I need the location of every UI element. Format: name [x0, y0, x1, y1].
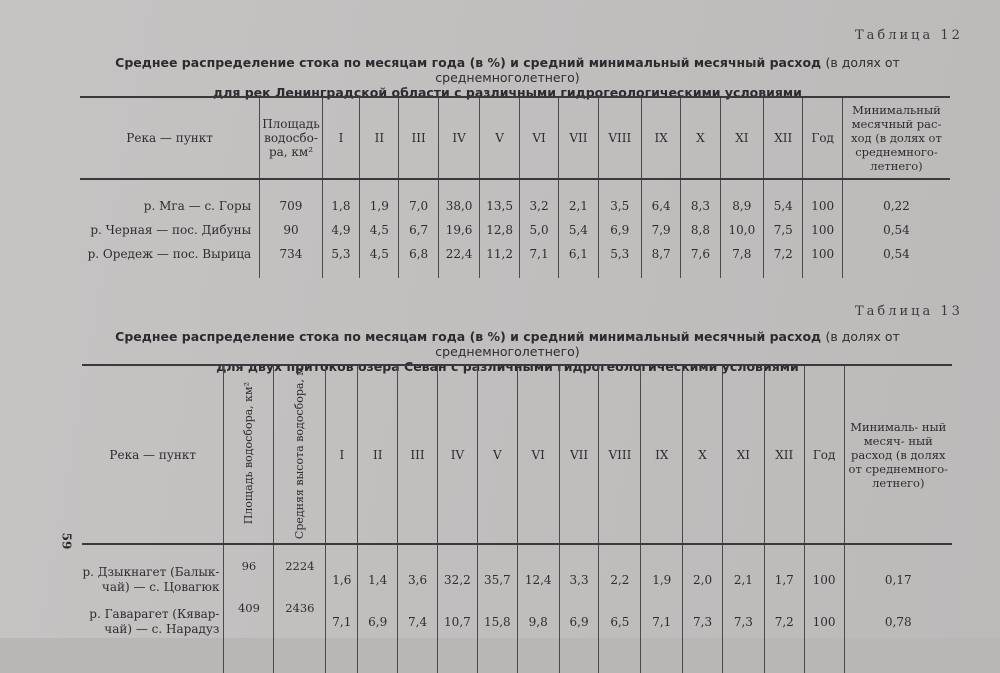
- month-cell: 7,3: [723, 601, 765, 643]
- table-row: [80, 218, 950, 242]
- min-cell: 0,17: [844, 559, 952, 601]
- month-cell: 4,5: [360, 218, 399, 242]
- month-cell: 1,6: [326, 559, 358, 601]
- month-cell: 7,9: [641, 218, 680, 242]
- month-cell: 7,4: [398, 601, 438, 643]
- t12-head-m6: VI: [519, 97, 558, 179]
- month-cell: 35,7: [477, 559, 517, 601]
- month-cell: 7,8: [720, 242, 763, 266]
- t13-head-m9: IX: [641, 365, 683, 544]
- t12-head-m2: II: [360, 97, 399, 179]
- month-cell: 2,2: [599, 559, 641, 601]
- t13-head-m4: IV: [437, 365, 477, 544]
- table12-title-plain: (в долях от среднемноголетнего): [435, 55, 900, 85]
- table13-title-line2: для двух притоков озера Севан с различными гидрогеологическими условиями: [216, 359, 799, 374]
- month-cell: 6,4: [641, 194, 680, 218]
- month-cell: 5,4: [764, 194, 803, 218]
- t13-head-min: Минималь- ный месяч- ный расход (в долях от среднемного- летнего): [844, 365, 952, 544]
- month-cell: 2,1: [559, 194, 598, 218]
- month-cell: 1,9: [641, 559, 683, 601]
- month-cell: 1,9: [360, 194, 399, 218]
- t13-head-height-text: Средняя высота водосбора, м: [292, 367, 306, 540]
- t12-head-year: Год: [803, 97, 843, 179]
- month-cell: 6,7: [399, 218, 438, 242]
- t13-head-m8: VIII: [599, 365, 641, 544]
- t12-head-m1: I: [322, 97, 359, 179]
- t13-head-m2: II: [358, 365, 398, 544]
- t12-head-river: Река — пункт: [126, 131, 213, 145]
- month-cell: 7,0: [399, 194, 438, 218]
- t13-head-m11: XI: [723, 365, 765, 544]
- month-cell: 11,2: [480, 242, 520, 266]
- t12-head-m11: XI: [720, 97, 763, 179]
- table-row: [82, 559, 952, 601]
- t13-head-m10: X: [683, 365, 723, 544]
- table13-header-row: [82, 365, 952, 544]
- river-cell: р. Мга — с. Горы: [143, 199, 252, 213]
- area-cell: 709: [260, 194, 323, 218]
- table13-title-plain: (в долях от среднемноголетнего): [435, 329, 900, 359]
- area-cell: 90: [260, 218, 323, 242]
- month-cell: 6,9: [559, 601, 599, 643]
- area-cell: 734: [260, 242, 323, 266]
- month-cell: 8,7: [641, 242, 680, 266]
- river-line2: чай) — с. Нарадуз: [104, 622, 220, 637]
- t13-head-height: [274, 365, 326, 544]
- month-cell: 7,6: [681, 242, 720, 266]
- table12-title-bold: Среднее распределение стока по месяцам года (в %) и средний минимальный месячный расход: [115, 55, 822, 70]
- table12: [80, 96, 950, 278]
- month-cell: 7,2: [764, 242, 803, 266]
- month-cell: 7,3: [683, 601, 723, 643]
- t13-head-m1: I: [326, 365, 358, 544]
- table-row: [80, 194, 950, 218]
- min-cell: 0,54: [842, 218, 950, 242]
- month-cell: 10,7: [437, 601, 477, 643]
- height-cell: 2436: [274, 601, 326, 643]
- month-cell: 19,6: [438, 218, 480, 242]
- t12-head-m10: X: [681, 97, 720, 179]
- month-cell: 1,8: [322, 194, 359, 218]
- month-cell: 12,8: [480, 218, 520, 242]
- year-cell: 100: [804, 601, 844, 643]
- t13-head-m3: III: [398, 365, 438, 544]
- table12-label: Таблица 12: [855, 28, 963, 43]
- month-cell: 5,3: [322, 242, 359, 266]
- month-cell: 1,4: [358, 559, 398, 601]
- height-cell: 2224: [274, 559, 326, 601]
- t12-head-min: Минимальный месячный рас- ход (в долях от среднемного- летнего): [842, 97, 950, 179]
- table13-title-bold: Среднее распределение стока по месяцам года (в %) и средний минимальный месячный расход: [115, 329, 822, 344]
- river-line1: р. Гаварагет (Кявар-: [89, 607, 220, 622]
- table12-header-row: [80, 97, 950, 179]
- t12-head-m5: V: [480, 97, 520, 179]
- table-row: [80, 242, 950, 266]
- month-cell: 32,2: [437, 559, 477, 601]
- min-cell: 0,54: [842, 242, 950, 266]
- month-cell: 5,4: [559, 218, 598, 242]
- table12-title: [60, 55, 955, 100]
- page-number: 59: [59, 532, 74, 550]
- month-cell: 5,3: [598, 242, 641, 266]
- t12-head-m12: XII: [764, 97, 803, 179]
- table13-label: Таблица 13: [855, 304, 963, 319]
- month-cell: 8,8: [681, 218, 720, 242]
- t12-head-area: Площадь водосбо- ра, км²: [260, 97, 323, 179]
- month-cell: 6,8: [399, 242, 438, 266]
- table12-title-line2: для рек Ленинградской области с различными гидрогеологическими условиями: [213, 85, 802, 100]
- river-cell: [82, 559, 224, 601]
- month-cell: 7,1: [641, 601, 683, 643]
- month-cell: 8,9: [720, 194, 763, 218]
- month-cell: 4,9: [322, 218, 359, 242]
- river-line1: р. Дзыкнагет (Балык-: [82, 565, 220, 580]
- month-cell: 1,7: [764, 559, 804, 601]
- table-row: [82, 601, 952, 643]
- month-cell: 38,0: [438, 194, 480, 218]
- river-cell: [82, 601, 224, 643]
- min-cell: 0,78: [844, 601, 952, 643]
- month-cell: 3,6: [398, 559, 438, 601]
- year-cell: 100: [803, 194, 843, 218]
- month-cell: 6,9: [598, 218, 641, 242]
- min-cell: 0,22: [842, 194, 950, 218]
- month-cell: 5,0: [519, 218, 558, 242]
- t12-head-m4: IV: [438, 97, 480, 179]
- month-cell: 3,5: [598, 194, 641, 218]
- year-cell: 100: [803, 242, 843, 266]
- month-cell: 12,4: [517, 559, 559, 601]
- month-cell: 7,1: [519, 242, 558, 266]
- t13-head-m6: VI: [517, 365, 559, 544]
- river-cell: р. Черная — пос. Дибуны: [90, 223, 252, 237]
- t12-head-m3: III: [399, 97, 438, 179]
- area-cell: 96: [224, 559, 274, 601]
- t13-head-m12: XII: [764, 365, 804, 544]
- month-cell: 13,5: [480, 194, 520, 218]
- t13-head-area-text: Площадь водосбора, км²: [241, 381, 255, 525]
- month-cell: 8,3: [681, 194, 720, 218]
- month-cell: 4,5: [360, 242, 399, 266]
- month-cell: 7,5: [764, 218, 803, 242]
- month-cell: 9,8: [517, 601, 559, 643]
- month-cell: 15,8: [477, 601, 517, 643]
- month-cell: 7,2: [764, 601, 804, 643]
- t13-head-year: Год: [804, 365, 844, 544]
- t13-head-river: Река — пункт: [109, 447, 197, 462]
- t13-head-area: [224, 365, 274, 544]
- month-cell: 7,1: [326, 601, 358, 643]
- year-cell: 100: [803, 218, 843, 242]
- t12-head-m9: IX: [641, 97, 680, 179]
- month-cell: 6,5: [599, 601, 641, 643]
- t13-head-m7: VII: [559, 365, 599, 544]
- t13-head-m5: V: [477, 365, 517, 544]
- t12-head-m8: VIII: [598, 97, 641, 179]
- month-cell: 3,2: [519, 194, 558, 218]
- river-cell: р. Оредеж — пос. Вырица: [87, 247, 252, 261]
- month-cell: 2,1: [723, 559, 765, 601]
- river-line2: чай) — с. Цовагюк: [101, 580, 220, 595]
- t12-head-m7: VII: [559, 97, 598, 179]
- year-cell: 100: [804, 559, 844, 601]
- month-cell: 6,1: [559, 242, 598, 266]
- month-cell: 6,9: [358, 601, 398, 643]
- table13: [82, 364, 952, 673]
- month-cell: 22,4: [438, 242, 480, 266]
- month-cell: 2,0: [683, 559, 723, 601]
- area-cell: 409: [224, 601, 274, 643]
- month-cell: 3,3: [559, 559, 599, 601]
- month-cell: 10,0: [720, 218, 763, 242]
